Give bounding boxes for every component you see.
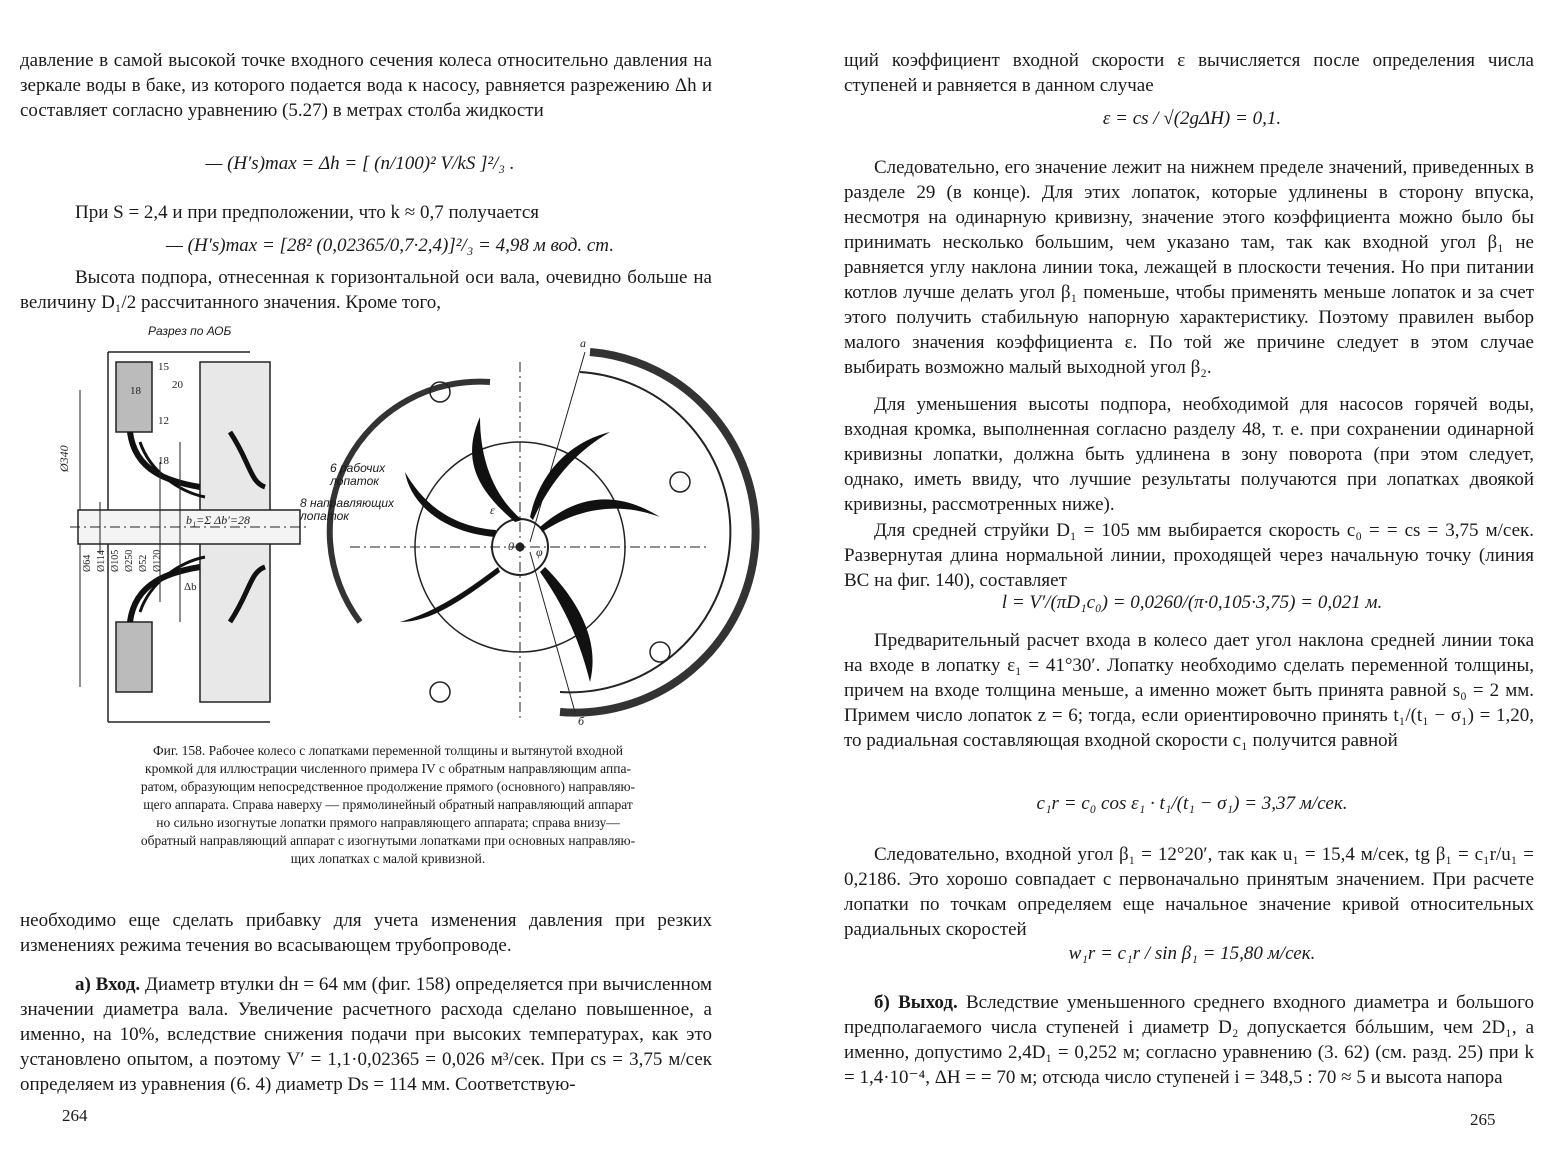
right-equation-4: w₁r = c₁r / sin β₁ = 15,80 м/сек. — [1068, 943, 1316, 964]
front-view — [330, 352, 756, 722]
right-equation-1: ε = cs / √(2gΔH) = 0,1. — [1102, 108, 1282, 129]
right-equation-2: l = V′/(πD₁c₀) = 0,0260/(π·0,105·3,75) = 0,021 м. — [1001, 592, 1383, 613]
letter-b: б — [578, 714, 585, 728]
caption-line: обратный направляющий аппарат с изогнутыми лопатками при основных направляю- — [140, 833, 636, 848]
guide-vanes-label: 8 направляющих лопаток — [300, 496, 395, 523]
section-heading-outlet: б) Выход. — [874, 992, 958, 1013]
fig-num-12: 12 — [158, 415, 169, 427]
letter-epsilon: ε — [490, 503, 495, 517]
fig-num-18b: 18 — [158, 455, 169, 467]
impeller-blades-label: 6 рабочих лопаток — [330, 461, 386, 488]
fig-num-18a: 18 — [130, 385, 141, 397]
left-paragraph-5 — [20, 972, 712, 1097]
caption-line: ратом, образующим непосредственное продолжение прямого (основного) направляю- — [140, 779, 636, 794]
dim-250: Ø250 — [124, 549, 135, 572]
dim-105: Ø105 — [110, 549, 121, 572]
left-paragraph-3: Высота подпора, отнесенная к горизонтальной оси вала, очевидно больше на величину D₁/2 рассчитанного значения. Кроме того, — [20, 267, 712, 313]
page-number-left: 264 — [62, 1106, 88, 1125]
caption-line: щего аппарата. Справа наверху — прямолинейный обратный направляющий аппарат — [143, 797, 633, 812]
left-paragraph-5-text: Диаметр втулки dн = 64 мм (фиг. 158) определяется при вычисленном значении диаметра вала. Увеличение расчетного расхода сделано повышенное, а именно, на 10%, вследствие снижения подачи при высоких температурах, как это установлено опытом, а поэтому V′ = 1,1·0,02365 = 0,026 м³/сек. При cs = 3,75 м/сек определяем из уравнения (6. 4) диаметр Ds = 114 мм. Соответствую- — [20, 974, 712, 1095]
left-paragraph-4: необходимо еще сделать прибавку для учета изменения давления при резких изменениях режима течения во всасывающем трубопроводе. — [20, 910, 712, 956]
right-paragraph-4: Для средней струйки D₁ = 105 мм выбирается скорость c₀ = = cs = 3,75 м/сек. Развернутая длина нормальной линии, проходящей через начальную точку (линия BC на фиг. 140), составляет — [844, 520, 1534, 591]
letter-0: 0 — [508, 539, 514, 553]
impeller-blades — [400, 417, 660, 682]
right-paragraph-5: Предварительный расчет входа в колесо дает угол наклона средней линии тока на входе в лопатку ε₁ = 41°30′. Лопатку необходимо сделать переменной толщины, причем на входе толщина меньше, а именно может быть принята равной s₀ = 2 мм. Примем число лопаток z = 6; тогда, если ориентировочно принять t₁/(t₁ − σ₁) = 1,20, то радиальная составляющая входной скорости c₁ получится равной — [844, 630, 1534, 751]
page-number-right: 265 — [1470, 1110, 1496, 1129]
caption-line: Фиг. 158. Рабочее колесо с лопатками переменной толщины и вытянутой входной — [153, 743, 623, 758]
right-paragraph-6: Следовательно, входной угол β₁ = 12°20′, так как u₁ = 15,4 м/сек, tg β₁ = c₁r/u₁ = 0,2186. Это хорошо совпадает с первоначально принятым значением. При расчете лопатки по точкам определяем еще начальное значение кривой относительных радиальных скоростей — [844, 844, 1534, 940]
b1-label: b₁=Σ Δb′=28 — [186, 513, 250, 527]
left-equation-2: — (H′s)max = [28² (0,02365/0,7·2,4)]²/₃ = 4,98 м вод. ст. — [166, 235, 614, 256]
fig-num-15: 15 — [158, 361, 169, 373]
fig-num-db: Δb — [184, 581, 197, 593]
right-paragraph-2: Следовательно, его значение лежит на нижнем пределе значений, приведенных в разделе 29 (в конце). Для этих лопаток, которые удлинены в сторону впуска, несмотря на одинарную кривизну, значение этого коэффициента можно было бы принимать несколько большим, чем указано там, так как входной угол β₁ не равняется углу наклона линии тока, лежащей в плоскости течения. Но при питании котлов лучше делать угол β₁ поменьше, чтобы применять меньше лопаток и за счет этого получить стабильную напорную характеристику. Поэтому правилен выбор малого значения коэффициента ε. По той же причине следует в этом случае выбирать возможно малый выходной угол β₂. — [844, 157, 1534, 378]
left-paragraph-1: давление в самой высокой точке входного сечения колеса относительно давления на зеркале воды в баке, из которого подается вода к насосу, равняется разрежению Δh и составляет согласно уравнению (5.27) в метрах столба жидкости — [20, 50, 712, 121]
dim-120: Ø120 — [152, 549, 163, 572]
caption-line: кромкой для иллюстрации численного примера IV с обратным направляющим аппа- — [145, 761, 631, 776]
section-label: Разрез по ΑΟБ — [148, 324, 232, 338]
figure-caption — [58, 742, 718, 868]
letter-phi: φ — [536, 545, 543, 559]
left-paragraph-2: При S = 2,4 и при предположении, что k ≈ 0,7 получается — [75, 202, 539, 223]
left-equation-1: — (H′s)max = Δh = [ (n/100)² V/kS ]²/₃ . — [205, 153, 515, 174]
caption-line: но сильно изогнутые лопатки прямого направляющего аппарата; справа внизу— — [156, 815, 620, 830]
letter-a: а — [580, 336, 586, 350]
right-paragraph-1: щий коэффициент входной скорости ε вычисляется после определения числа ступеней и равняется в данном случае — [844, 50, 1534, 96]
dim-114: Ø114 — [96, 550, 107, 572]
right-paragraph-7-text: Вследствие уменьшенного среднего входного диаметра и большого предполагаемого числа ступеней i диаметр D₂ допускается бóльшим, чем 2D₁, а именно, допустимо 2,4D₁ = 0,252 м; согласно уравнению (3. 62) (см. разд. 25) при k = 1,4·10⁻⁴, ΔH = = 70 м; отсюда число ступеней i = 348,5 : 70 ≈ 5 и высота напора — [844, 992, 1534, 1088]
dim-height-label: Ø340 — [57, 445, 71, 472]
fig-num-20: 20 — [172, 379, 183, 391]
right-paragraph-7 — [844, 990, 1534, 1090]
right-paragraph-3: Для уменьшения высоты подпора, необходимой для насосов горячей воды, входная кромка, выполненная согласно разделу 48, т. е. при сохранении одинарной кривизны лопатки, должна быть удлинена в зону поворота (при этом следует, однако, иметь ввиду, что лучшие результаты получаются при лопатках двоякой кривизны, рассмотренных ниже). — [844, 394, 1534, 515]
right-page — [782, 0, 1563, 1154]
left-page — [0, 0, 780, 1154]
caption-line: щих лопатках с малой кривизной. — [290, 851, 486, 866]
axial-section — [70, 352, 310, 722]
dim-64: Ø64 — [82, 554, 93, 572]
figure-158 — [57, 322, 720, 730]
section-heading-inlet: а) Вход. — [75, 974, 141, 995]
impeller-drawing — [57, 322, 720, 730]
right-equation-3: c₁r = c₀ cos ε₁ · t₁/(t₁ − σ₁) = 3,37 м/сек. — [1036, 793, 1348, 814]
dim-52: Ø52 — [138, 554, 149, 572]
